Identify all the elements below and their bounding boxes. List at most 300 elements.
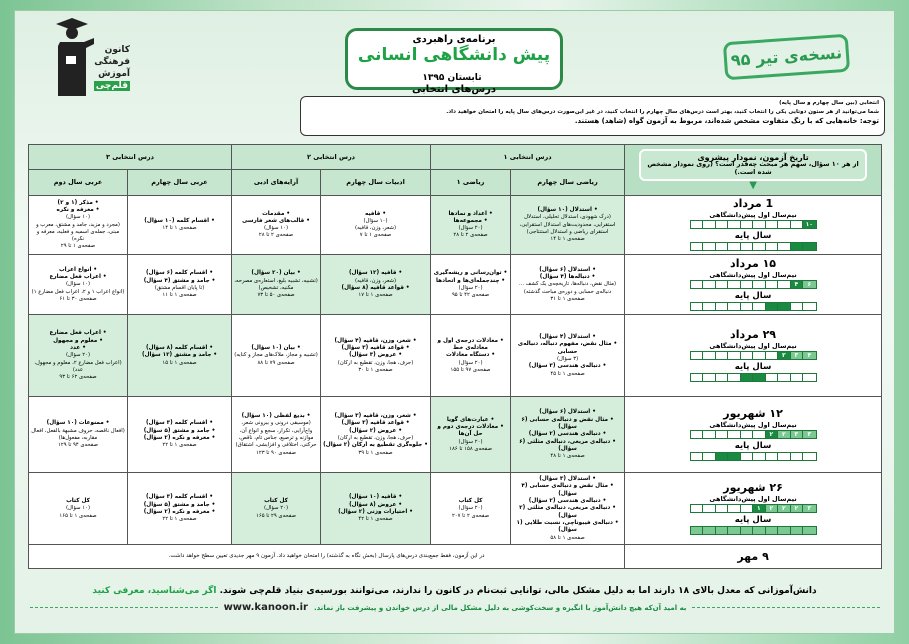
topic-line: (۲۰ سؤال) [458,225,483,232]
bar-segment [741,303,754,310]
title-line3: درس‌های انتخابی [411,84,497,95]
bar-segment [741,453,754,460]
bar-segment [778,527,791,534]
bar-segment [716,281,729,288]
topic-line: • انواع اعراب [58,266,98,273]
bar-segment [691,453,704,460]
logo-text [94,44,130,92]
bar-label: سال پایه [734,231,772,242]
bar-segment [753,527,766,534]
footer-text: دانش‌آموزانی که معدل بالای ۱۸ دارند اما به دلیل مشکل مالی، توانایی ثبت‌نام در کانون را ندارند، می‌توانند بورسیه‌ی بنیاد قلم‌چی شوند. [219,586,817,596]
topic-line: • اختیارات وزنی (۲ سؤال) [338,508,413,515]
topic-line: صفحه‌ی ۶۲ تا ۹۳ [59,374,97,381]
topic-line: • اقسام کلمه (۱۰ سؤال) [144,217,215,224]
topic-cell [29,315,128,397]
exam-date-cell [625,195,882,255]
bar-segment [741,527,754,534]
topic-cell [232,397,321,473]
topic-line: صفحه‌ی ۱ تا ۱۴ [550,236,585,243]
topic-line: • اعداد و نمادها [448,210,493,217]
exam-date: ۱۲ شهریور [723,406,783,420]
topic-line: (شعر، وزن، قافیه) [355,277,397,284]
topic-line: صفحه‌ی ۱ تا ۱۴ [162,225,197,232]
bar-segment [741,374,754,381]
bar-label: نیم‌سال اول پیش‌دانشگاهی [709,420,797,429]
preuniversity-progress-bar [690,504,817,513]
title-box [345,28,563,95]
logo-line: کانون [104,45,130,55]
topic-line: • مثال نقض و دنباله‌ی حسابی (۴ سؤال) [521,483,614,497]
title-season: تابستان ۱۳۹۵ [422,73,482,83]
bar-segment [728,303,741,310]
table-row-last [29,545,882,569]
topic-line: کل کتاب [264,498,288,505]
table-row [29,473,882,545]
topic-line: • قواعد قافیه (۳ سؤال) [341,345,410,352]
arrow-down-icon: ▼ [749,179,757,191]
topic-line: (۱۰ سؤال) [264,225,289,232]
last-exam-note: در این آزمون، فقط جمع‌بندی درس‌های پارسال (بخش نگاه به گذشته) را امتحان خواهید داد. آزمون ۹ مهر جدیدی تعیین سطح خواهد داشت. [29,545,625,569]
logo-line: فرهنگی [94,57,130,67]
bar-segment [728,243,741,250]
topic-line: (۲۰ سؤال) [458,284,483,291]
topic-line: • چندجمله‌ای‌ها و اتحادها [436,277,506,284]
topic-line: (مجرد و مزید، جامد و مشتق، معرب و مبنی، جمله‌ی اسمیه و فعلیه، معرفه و نکره) [36,221,120,243]
topic-cell [29,195,128,255]
bar-segment [716,303,729,310]
topic-cell [511,397,625,473]
bar-segment [703,243,716,250]
bar-segment [691,431,704,438]
website-link[interactable]: www.kanoon.ir [223,602,308,613]
bar-segment [803,243,816,250]
bar-segment [753,243,766,250]
topic-line: • شعر، وزن، قافیه (۴ سؤال) [334,337,417,344]
bar-segment [728,505,741,512]
topic-line: • عروض (۸ سؤال) [349,501,402,508]
divider [692,607,880,608]
topic-line: • اقسام کلمه (۸ سؤال) [146,345,213,352]
topic-cell [511,315,625,397]
version-stamp: نسخه‌ی تیر ۹۵ [723,34,850,81]
topic-line: • معادلات درجه‌ی اول و معادله‌ی خط [437,337,504,352]
topic-line: • اقسام کلمه (۳ سؤال) [146,420,213,427]
divider [30,607,218,608]
subject-header: عربی سال چهارم [128,170,232,195]
topic-line: • بیان (۲۰ سؤال) [251,270,301,277]
bar-segment [741,431,754,438]
topic-line: • مجموعه‌ها [453,217,488,224]
bar-segment [766,221,779,228]
bar-segment [691,374,704,381]
date-header [625,145,882,196]
topic-line: صفحه‌ی ۱ تا ۴۵ [550,370,585,377]
topic-line: • دنباله‌ها (۴ سؤال) [539,274,596,281]
note-line: شما می‌توانید از هر ستون دوتایی یکی را انتخاب کنید، بهتر است درس‌های سال چهارم را انتخاب کنید، در غیر این‌صورت درس‌های سال پایه را امتحان خواهید داد. [446,109,879,115]
footer-hope-text: به امید آن‌که هیچ دانش‌آموز با انگیزه و سخت‌کوشی به دلیل مشکل مالی از درس خواندن و پیشرفت باز نماند. [313,603,687,612]
bar-segment [691,527,704,534]
topic-line: • دنباله‌ی فیبوناچی، نسبت طلایی (۱ سؤال) [516,519,619,534]
bar-segment [778,374,791,381]
topic-line: • معرفه و نکره (۲ سؤال) [143,508,216,515]
bar-segment [803,303,816,310]
topic-line: • اقسام کلمه (۶ سؤال) [146,270,213,277]
topic-line: صفحه‌ی ۱ تا ۳۰ [358,366,393,373]
topic-line: (درک شهودی، استدلال تحلیلی، استدلال استقرایی، محدودیت‌های استدلال استقرایی، استقرای ریاضی و استدلال استنتاجی) [519,214,616,235]
bar-segment [753,303,766,310]
topic-line: کل کتاب [458,498,483,505]
topic-line: صفحه‌ی ۱ تا ۷ [359,232,392,239]
bar-segment [691,505,704,512]
topic-line: (تشبیه و مجاز، ملاک‌های مجاز و کنایه) [234,352,318,359]
bar-segment [703,453,716,460]
exam-date: ۲۹ مرداد [730,327,777,341]
topic-line: صفحه‌ی ۲ تا ۲۸ [258,232,294,239]
topic-cell [431,315,511,397]
bar-segment [766,352,779,359]
topic-cell [321,315,431,397]
topic-line: صفحه‌ی ۴۲ تا ۹۵ [451,292,490,299]
topic-line: • استدلال (۶ سؤال) [539,409,596,416]
exam-date-cell [625,255,882,315]
bar-label: سال پایه [734,514,772,525]
topic-cell [431,255,511,315]
group-header: درس انتخابی ۲ [232,145,431,170]
bar-segment: ۴ [803,352,816,359]
bar-segment: ۲ [766,431,779,438]
base-year-progress-bar [690,452,817,461]
bar-segment [716,243,729,250]
topic-cell [128,397,232,473]
note-line: انتخابی (بین سال چهارم و سال پایه) [779,100,879,106]
topic-line: (تشبیه، تشبیه بلیغ، استعاره‌ی مصرحه، مکنیه، تشخیص) [234,277,318,291]
logo-line: آموزش [98,69,130,79]
bar-segment [703,374,716,381]
topic-line: صفحه‌ی ۵۰ تا ۷۳ [257,292,295,299]
topic-line: صفحه‌ی ۹۷ تا ۱۵۵ [450,366,491,373]
bar-segment [691,352,704,359]
topic-cell [511,255,625,315]
base-year-progress-bar [690,526,817,535]
topic-line: • مثال نقض، مفهوم دنباله، دنباله‌ی حسابی [517,341,618,355]
topic-line: (۲۰ سؤال) [458,505,483,512]
bar-segment [753,221,766,228]
bar-segment [791,303,804,310]
topic-cell [29,255,128,315]
bar-segment [703,221,716,228]
topic-line: • جامد و مشتق (۵ سؤال) [143,427,216,434]
bar-label: نیم‌سال اول پیش‌دانشگاهی [709,341,797,350]
topic-line: صفحه‌ی ۷۹ تا ۸۸ [257,359,295,366]
bar-segment: ۲ [778,431,791,438]
bar-segment: ۳ [791,431,804,438]
footer-message [0,586,909,596]
topic-line: • اقسام کلمه (۳ سؤال) [146,494,213,501]
bar-segment [728,527,741,534]
topic-cell [232,473,321,545]
title-line1: برنامه‌ی راهبردی [412,34,496,45]
topic-line: صفحه‌ی ۱ تا ۵۸ [550,534,585,541]
topic-cell [321,255,431,315]
bar-segment: ۳ [791,352,804,359]
exam-date: ۲۶ شهریور [723,480,783,494]
logo-tag: قلم‌چی [95,81,128,91]
preuniversity-progress-bar [690,351,817,360]
topic-line: صفحه‌ی ۱ تا ۳۱ [550,295,585,302]
topic-line: • دستگاه معادلات [446,352,496,359]
topic-line: • قواعد قافیه (۳ سؤال) [341,420,410,427]
bar-segment [728,374,741,381]
bar-segment [728,281,741,288]
bar-segment [766,243,779,250]
topic-line: صفحه‌ی ۱ تا ۳۹ [358,449,393,456]
topic-line: • شعر، وزن، قافیه (۳ سؤال) [334,413,417,420]
topic-cell [431,473,511,545]
bar-segment [766,453,779,460]
topic-line: • قافیه (۱۰ سؤال) [348,494,403,501]
topic-line: صفحه‌ی ۲ تا ۲۰۷ [451,512,490,519]
bar-segment [778,453,791,460]
bar-segment [803,374,816,381]
topic-line: • اعراب فعل مضارع [49,330,107,337]
bar-segment: ۲ [778,505,791,512]
topic-line: • استدلال (۳ سؤال) [539,476,596,483]
bar-segment [716,221,729,228]
schedule-table [28,144,882,569]
topic-line: صفحه‌ی ۲۹ تا ۱۶۵ [256,512,297,519]
bar-segment [728,453,741,460]
preuniversity-progress-bar [690,220,817,229]
table-row [29,315,882,397]
topic-line: صفحه‌ی ۹۴ تا ۱۲۹ [58,442,98,449]
topic-line: صفحه‌ی ۹۰ تا ۱۲۳ [256,449,297,456]
bar-segment: ۳ [778,352,791,359]
table-row [29,255,882,315]
subject-header: ریاضی سال چهارم [511,170,625,195]
page-title: پیش دانشگاهی انسانی [357,45,551,65]
bar-segment [778,243,791,250]
topic-line: • استدلال (۶ سؤال) [539,266,596,273]
topic-line: • معرفه و نکره [56,206,100,213]
topic-cell [321,195,431,255]
topic-line: (انواع اعراب ۱ و ۲، اعراب فعل مضارع ۱) [31,288,125,295]
topic-cell [321,397,431,473]
topic-line: (مثال نقض، دنباله‌ها، تاریخچه‌ی یک کشف ... دنباله‌ی حسابی و دوره‌ی مباحث گذشته) [519,281,617,295]
bar-segment [766,281,779,288]
topic-line: • استدلال (۱۰ سؤال) [537,206,598,213]
topic-line: • دنباله‌ی هندسی (۲ سؤال) [528,431,607,438]
note-line: توجه: خانه‌هایی که با رنگ متفاوت مشخص شده‌اند، مربوط به آزمون گواه (شاهد) هستند. [574,117,879,125]
bar-segment [766,527,779,534]
topic-line: صفحه‌ی ۱ تا ۴۸ [550,453,585,460]
bar-segment [716,374,729,381]
bar-segment [716,431,729,438]
bar-segment: ۶ [803,281,816,288]
topic-line: (موسیقی درونی و بیرونی شعر، واج‌آرایی، تکرار، سجع و انواع آن، موازنه و ترصیع، جناس تام، ناقص، حرکتی، اختلافی و افزایشی، اشتقاق) [235,420,317,449]
topic-line: (۲۰ سؤال) [458,359,483,366]
bar-label: نیم‌سال اول پیش‌دانشگاهی [709,270,797,279]
topic-cell [128,315,232,397]
bar-segment [703,352,716,359]
topic-line: صفحه‌ی ۱۵۸ تا ۱۸۶ [449,445,492,452]
kanoon-logo [50,16,130,96]
bar-segment [703,431,716,438]
topic-line: • مذکر (۱ و ۲) [57,199,99,206]
bar-segment [778,281,791,288]
topic-line: (۲۰ سؤال) [264,505,289,512]
graduate-figure-icon [50,16,94,96]
topic-line: (۱۰ سؤال) [65,505,91,512]
topic-line: • مثال نقض و دنباله‌ی حسابی (۶ سؤال) [521,416,614,431]
bar-segment [753,281,766,288]
topic-line: صفحه‌ی ۱ تا ۲۲ [162,516,197,523]
topic-line: صفحه‌ی ۱ تا ۱۶۵ [59,512,97,519]
topic-line: • قواعد قافیه (۸ سؤال) [341,284,410,291]
topic-cell [232,195,321,255]
bar-segment [716,453,729,460]
topic-line: • توان‌رسانی و ریشه‌گیری [433,270,508,277]
bar-segment [691,243,704,250]
topic-line: • بیان (۱۰ سؤال) [251,345,301,352]
topic-line: • قالب‌های شعر فارسی [242,217,310,224]
bar-segment [803,453,816,460]
bar-segment [691,281,704,288]
bar-label: سال پایه [734,440,772,451]
bar-segment [753,374,766,381]
bar-segment [703,505,716,512]
topic-line: (۱۰ سؤال) [65,214,91,221]
group-header: درس انتخابی ۱ [431,145,625,170]
topic-cell [128,255,232,315]
preuniversity-progress-bar [690,280,817,289]
topic-line: • معرفه و نکره (۲ سؤال) [143,434,216,441]
topic-line: • اعراب فعل مضارع [49,274,107,281]
bar-label: نیم‌سال اول پیش‌دانشگاهی [709,210,797,219]
topic-line: صفحه‌ی ۱ تا ۲۹ [60,243,96,250]
bar-segment [803,527,816,534]
topic-line: • دنباله‌ی مربعی، دنباله‌ی مثلثی (۶ سؤال) [519,438,616,452]
topic-cell [511,473,625,545]
topic-line: کل کتاب [66,498,90,505]
topic-line: • عبارت‌های گویا [446,416,495,423]
bar-segment [741,505,754,512]
bar-segment [778,221,791,228]
topic-line: (تا پایان اقسام مشتق) [154,284,205,291]
subject-header: آرایه‌های ادبی [232,170,321,195]
bar-segment [778,303,791,310]
topic-cell [431,195,511,255]
bar-segment: ۱۰ [803,221,816,228]
bar-segment [741,221,754,228]
topic-line: (افعال ناقصه، حروف مشبهة بالفعل، افعال مقاربه، مفعول‌ها) [31,427,125,441]
date-header-sub: از هر ۱۰ سؤال، سهم هر مبحث چه‌قدر است؟ (روی نمودار مشخص شده است.) [647,160,859,176]
exam-date-cell [625,473,882,545]
bar-segment: ۲ [791,505,804,512]
topic-line: • دنباله‌ی هندسی (۳ سؤال) [528,363,607,370]
bar-segment [791,453,804,460]
exam-date: ۱۵ مرداد [730,256,777,270]
topic-line: • مقدمات [262,210,290,217]
bar-segment [741,352,754,359]
bar-segment: ۳ [803,431,816,438]
bar-segment [691,303,704,310]
topic-line: • استدلال (۴ سؤال) [539,334,596,341]
topic-line: صفحه‌ی ۱ تا ۱۵ [162,359,197,366]
topic-line: • عدد [70,345,86,352]
subject-header: عربی سال دوم [29,170,128,195]
topic-line: • جامد و مشتق (۴ سؤال) [143,277,216,284]
bar-segment [791,374,804,381]
bar-segment [716,527,729,534]
topic-line: • جامد و مشتق (۱۲ سؤال) [141,352,218,359]
exam-date: ۹ مهر [737,549,769,563]
topic-line: (۳ سؤال) [556,355,579,362]
bar-segment [691,221,704,228]
topic-line: • جلوه‌گری تقطیع به ارکان (۲ سؤال) [323,442,428,449]
base-year-progress-bar [690,242,817,251]
topic-line: (حرف، هجا، وزن، تقطیع به ارکان) [337,434,414,441]
group-header: درس انتخابی ۳ [29,145,232,170]
footer-highlight: اگر می‌شناسید، معرفی کنید [92,586,217,596]
bar-segment [753,453,766,460]
bar-segment [766,303,779,310]
bar-segment [728,431,741,438]
table-row [29,195,882,255]
bar-segment [791,243,804,250]
subject-header: ادبیات سال چهارم [321,170,431,195]
bar-label: نیم‌سال اول پیش‌دانشگاهی [709,494,797,503]
bar-segment [703,527,716,534]
topic-line: • بدیع لفظی (۱۰ سؤال) [241,413,311,420]
bar-segment [716,352,729,359]
exam-date-cell [625,545,882,569]
notes-box [300,96,885,136]
footer-bottom [30,602,880,613]
topic-cell [128,473,232,545]
topic-line: (۲۰ سؤال) [458,438,483,445]
topic-cell [29,397,128,473]
topic-line: (۱۰ سؤال) [65,281,91,288]
bar-segment [741,281,754,288]
topic-line: صفحه‌ی ۲ تا ۲۸ [453,232,488,239]
topic-line: • دنباله‌ی هندسی (۲ سؤال) [528,498,607,505]
bar-segment [766,374,779,381]
bar-segment: ۳ [803,505,816,512]
bar-segment [728,221,741,228]
topic-line: • ممنوعات (۱۰ سؤال) [46,420,110,427]
topic-line: (حرف، هجا، وزن، تقطیع به ارکان) [337,359,414,366]
bar-segment [753,352,766,359]
topic-line: صفحه‌ی ۳۰ تا ۶۱ [59,295,97,302]
bar-segment [753,431,766,438]
bar-segment [703,303,716,310]
topic-line: • معلوم و مجهول [53,337,103,344]
topic-line: (۲۰ سؤال) [65,352,91,359]
topic-line: • عروض (۲ سؤال) [349,427,402,434]
bar-label: سال پایه [734,290,772,301]
topic-line: صفحه‌ی ۱ تا ۱۷ [358,292,393,299]
bar-segment [791,527,804,534]
exam-date-cell [625,397,882,473]
topic-line: (شعر، وزن، قافیه) [355,225,397,232]
topic-line: • معادلات درجه‌ی دوم و حل آن‌ها [437,424,504,438]
bar-segment [703,281,716,288]
topic-line: • دنباله‌ی مربعی، دنباله‌ی مثلثی (۲ سؤال) [519,505,616,519]
bar-label: سال پایه [734,361,772,372]
topic-line: • قافیه [365,210,387,217]
topic-cell [321,473,431,545]
topic-cell [431,397,511,473]
